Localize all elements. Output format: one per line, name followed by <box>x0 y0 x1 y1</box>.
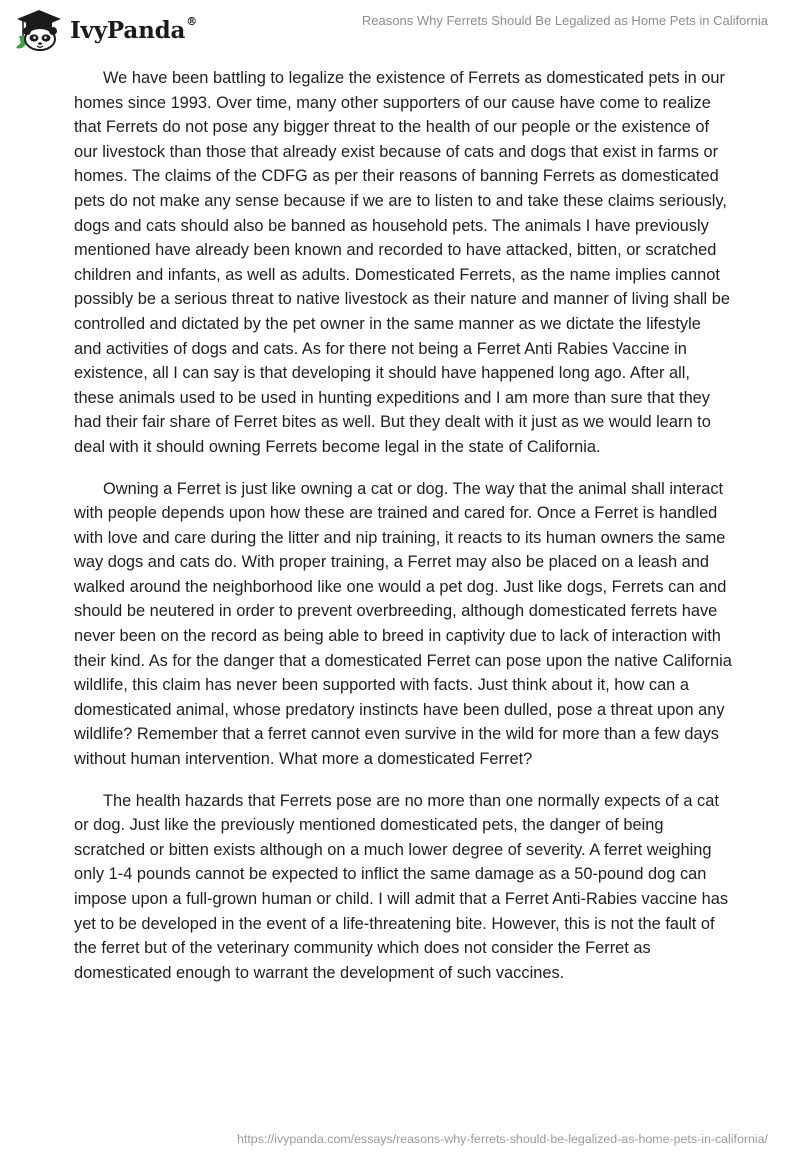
brand-name: IvyPanda® <box>70 14 197 44</box>
paragraph-1: We have been battling to legalize the existence of Ferrets as domesticated pets in our homes since 1993. Over time, many other supporters of our cause have come to realize that Ferrets do not pose any bigger threat to the health of our people or the existence of our livestock than those that already exist because of cats and dogs that exist in farms or homes. The claims of the CDFG as per their reasons of banning Ferrets as domesticated pets do not make any sense because if we are to listen to and take these claims seriously, dogs and cats should also be banned as household pets. The animals I have previously mentioned have already been known and recorded to have attacked, bitten, or scratched children and infants, as well as adults. Domesticated Ferrets, as the name implies cannot possibly be a serious threat to native livestock as their nature and manner of living shall be controlled and dictated by the pet owner in the same manner as we dictate the lifestyle and activities of dogs and cats. As for there not being a Ferret Anti Rabies Vaccine in existence, all I can say is that developing it should have happened long ago. After all, these animals used to be used in hunting expeditions and I am more than sure that they had their fair share of Ferret bites as well. But they dealt with it just as we would learn to deal with it should owning Ferrets become legal in the state of California. <box>74 69 730 456</box>
document-title: Reasons Why Ferrets Should Be Legalized as Home Pets in California <box>361 13 768 28</box>
ivypanda-logo[interactable] <box>14 8 197 52</box>
registered-mark: ® <box>186 14 197 28</box>
paragraph-3: The health hazards that Ferrets pose are no more than one normally expects of a cat or dog. Just like the previously mentioned domesticated pets, the danger of being scratched or bitten exists although on a much lower degree of severity. A ferret weighing only 1-4 pounds cannot be expected to inflict the same damage as a 50-pound dog can impose upon a full-grown human or child. I will admit that a Ferret Anti-Rabies vaccine has yet to be developed in the event of a life-threatening bite. However, this is not the fault of the ferret but of the veterinary community which does not consider the Ferret as domesticated enough to warrant the development of such vaccines. <box>74 791 729 982</box>
paragraph-2: Owning a Ferret is just like owning a cat or dog. The way that the animal shall interact with people depends upon how these are trained and cared for. Once a Ferret is handled with love and care during the litter and nip training, it reacts to its human owners the same way dogs and cats do. With proper training, a Ferret may also be placed on a leash and walked around the neighborhood like one would a pet dog. Just like dogs, Ferrets can and should be neutered in order to prevent overbreeding, although domesticated ferrets have never been on the record as being able to breed in captivity due to lack of interaction with their kind. As for the danger that a domesticated Ferret can pose upon the native California wildlife, this claim has never been supported with facts. Just think about it, how can a domesticated animal, whose predatory instincts have been dulled, pose a threat upon any wildlife? Remember that a ferret cannot even survive in the wild for more than a few days without human intervention. What more a domesticated Ferret? <box>74 479 732 769</box>
essay-body <box>74 66 732 1002</box>
page-header <box>0 0 800 60</box>
source-url[interactable]: https://ivypanda.com/essays/reasons-why-ferrets-should-be-legalized-as-home-pets-in-california/ <box>237 1132 768 1146</box>
panda-graduate-icon <box>14 8 64 52</box>
